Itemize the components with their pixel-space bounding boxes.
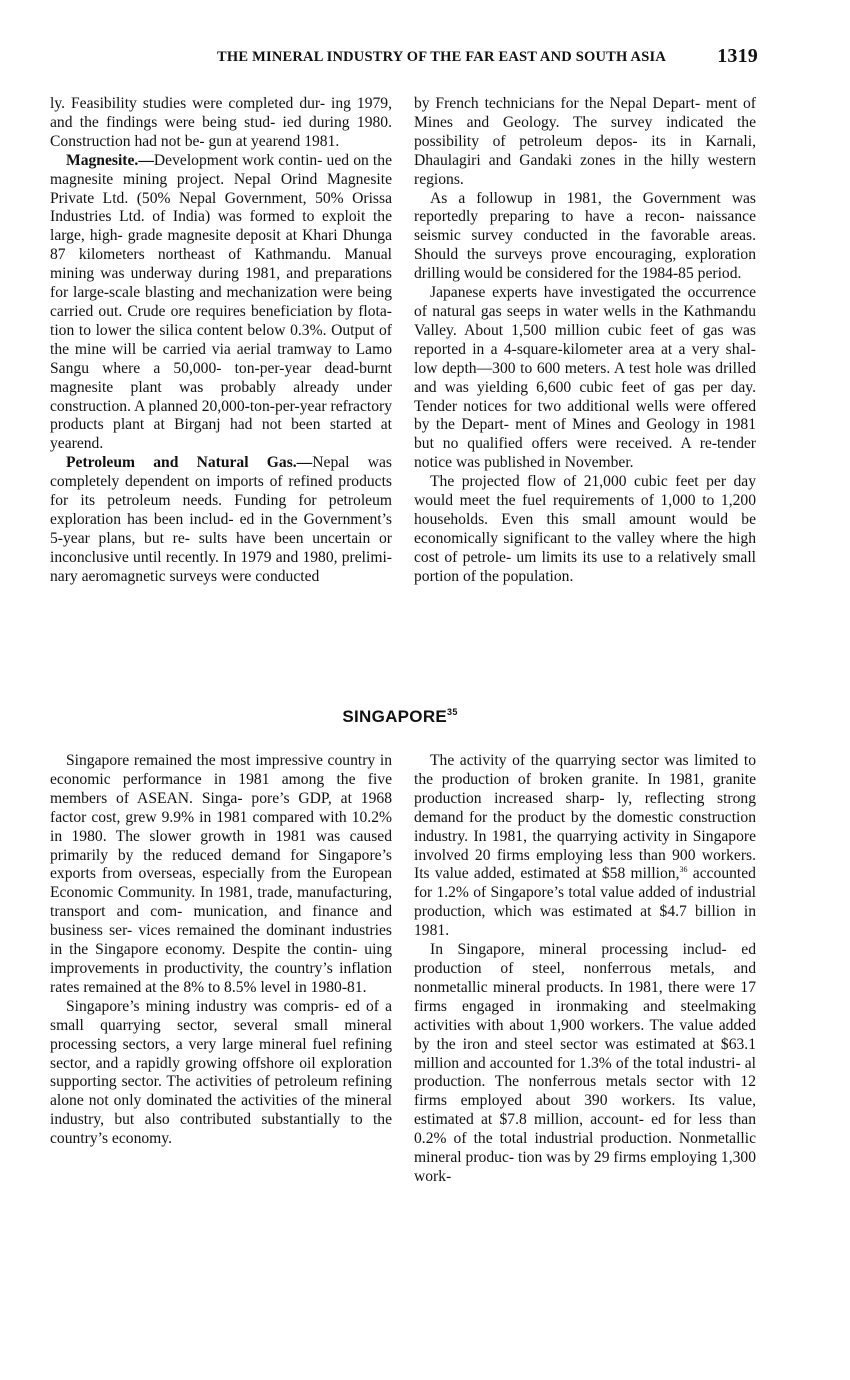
nepal-right-column — [414, 95, 756, 587]
paragraph-petroleum: Petroleum and Natural Gas.—Nepal was completely dependent on imports of refined products for its petroleum needs. Funding for petroleum exploration has been includ- ed in the Government’s 5-year plans, but re- sults have been uncertain or inconclusive until recently. In 1979 and 1980, prelimi- nary aeromagnetic surveys were conducted — [50, 454, 392, 585]
singapore-right-column — [414, 752, 756, 1187]
footnote-marker: 36 — [679, 865, 688, 875]
running-title: THE MINERAL INDUSTRY OF THE FAR EAST AND SOUTH ASIA — [217, 49, 666, 65]
paragraph: Singapore’s mining industry was compris- ed of a small quarrying sector, several small mineral processing sectors, a very large mineral fuel refining sector, and a rapidly growing offshore oil exploration supporting sector. The activities of petroleum refining alone not only dominated the activities of the mineral industry, but also contributed substantially to the country’s economy. — [50, 997, 392, 1148]
footnote-marker: 35 — [447, 707, 458, 717]
paragraph: Singapore remained the most impressive country in economic performance in 1981 among the five members of ASEAN. Singa- pore’s GDP, at 1968 factor cost, grew 9.9% in 1981 compared with 10.2% in 1980. The slower growth in 1981 was caused primarily by the reduced demand for Singapore’s exports from overseas, especially from the European Economic Community. In 1981, trade, manufacturing, transport and com- munication, and finance and business ser- vices remained the dominant industries in the Singapore economy. Despite the contin- uing improvements in productivity, the country’s inflation rates remained at the 8% to 8.5% level in 1980-81. — [50, 752, 392, 996]
page-number: 1319 — [717, 45, 758, 67]
run-in-heading: Petroleum and Natural Gas.— — [66, 454, 313, 472]
paragraph-magnesite: Magnesite.—Development work contin- ued on the magnesite mining project. Nepal Orind Magnesite Private Ltd. (50% Nepal Government, 50% Orissa Industries Ltd. of India) was formed to exploit the large, high- grade magnesite deposit at Khari Dhunga 87 kilometers northeast of Kathmandu. Manual mining was underway during 1981, and preparations for large-scale blasting and mechanization were being carried out. Crude ore requires beneficiation by flota- tion to lower the silica content below 0.3%. Output of the mine will be carried via aerial tramway to Lamo Sangu where a 50,000- ton-per-year dead-burnt magnesite plant was probably already under construction. A planned 20,000-ton-per-year refractory products plant at Birganj had not been started at yearend. — [50, 151, 392, 453]
run-in-heading: Magnesite.— — [66, 151, 154, 169]
paragraph: As a followup in 1981, the Government was reportedly preparing to have a recon- naissance seismic survey conducted in the favorable areas. Should the surveys prove encouraging, exploration drilling would be considered for the 1984-85 period. — [414, 189, 756, 283]
singapore-left-column — [50, 752, 392, 1149]
paragraph: In Singapore, mineral processing includ- ed production of steel, nonferrous metals, and nonmetallic mineral products. In 1981, there were 17 firms engaged in ironmaking and steelmaking activities with about 1,900 workers. The value added by the iron and steel sector was estimated at $63.1 million and accounted for 1.3% of the total industri- al production. The nonferrous metals sector with 12 firms employed about 390 workers. Its value, estimated at $7.8 million, account- ed for less than 0.2% of the total industrial production. Nonmetallic mineral produc- tion was by 29 firms employing 1,300 work- — [414, 941, 756, 1185]
nepal-left-column — [50, 95, 392, 587]
paragraph: The projected flow of 21,000 cubic feet per day would meet the fuel requirements of 1,000 to 1,200 households. Even this small amount would be economically significant to the valley where the high cost of petrole- um limits its use to a relatively small portion of the population. — [414, 473, 756, 585]
running-header — [52, 46, 758, 70]
paragraph: by French technicians for the Nepal Depart- ment of Mines and Geology. The survey indicated the possibility of petroleum depos- its in Karnali, Dhaulagiri and Gandaki zones in the hilly western regions. — [414, 95, 756, 188]
paragraph: Japanese experts have investigated the occurrence of natural gas seeps in water wells in the Kathmandu Valley. About 1,500 million cubic feet of gas was reported in a 4-square-kilometer area at a very shal- low depth—300 to 600 meters. A test hole was drilled and was yielding 6,600 cubic feet of gas per day. Tender notices for two additional wells were offered by the Depart- ment of Mines and Geology in 1981 but no qualified offers were received. A re-tender notice was published in November. — [414, 284, 756, 472]
paragraph: ly. Feasibility studies were completed dur- ing 1979, and the findings were being stud- ied during 1980. Construction had not be- gun at yearend 1981. — [50, 95, 392, 150]
paragraph: The activity of the quarrying sector was limited to the production of broken granite. In 1981, granite production increased sharp- ly, reflecting strong demand for the product by the domestic construction industry. In 1981, the quarrying activity in Singapore involved 20 firms employing less than 900 workers. Its value added, estimated at $58 million,$^{36}$ accounted for 1.2% of Singapore’s total value added of industrial production, which was estimated at $4.7 billion in 1981. — [414, 752, 756, 940]
section-heading-singapore: SINGAPORE$^{35}$ — [342, 707, 458, 726]
